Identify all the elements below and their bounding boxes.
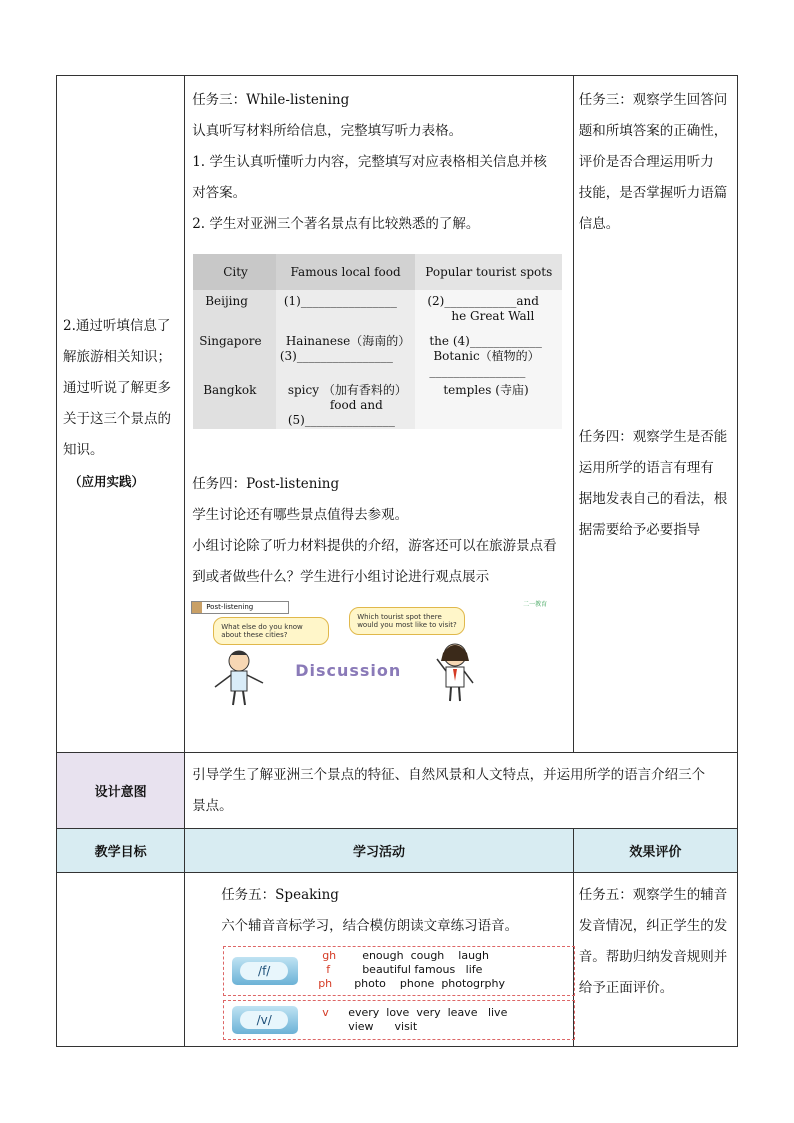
spots-cell bbox=[415, 379, 562, 429]
spots-line: (2)____________and bbox=[427, 294, 539, 308]
row-header bbox=[57, 829, 738, 873]
girl-figure-icon bbox=[427, 639, 483, 703]
food-line: Hainanese（海南的） bbox=[285, 334, 411, 348]
phonics-words: view visit bbox=[348, 1020, 418, 1033]
food-cell bbox=[276, 379, 416, 429]
eval5-line: 任务五：观察学生的辅音 bbox=[578, 887, 728, 903]
spots-line: temples (寺庙) bbox=[443, 383, 529, 397]
eval3-line: 任务三：观察学生回答问 bbox=[578, 92, 728, 108]
lesson-plan-page bbox=[56, 75, 738, 1047]
food-line: spicy （加有香料的） bbox=[287, 383, 407, 397]
lesson-plan-table bbox=[56, 75, 738, 1047]
task3-item2: 2. 学生对亚洲三个著名景点有比较熟悉的了解。 bbox=[192, 216, 480, 232]
spots-line: ________________ bbox=[429, 364, 526, 378]
phonics-letters: ph bbox=[318, 977, 333, 990]
phonics-letters: f bbox=[326, 963, 331, 976]
speaking-activity-cell bbox=[185, 873, 574, 1047]
phonics-row bbox=[322, 1020, 507, 1034]
spots-line: he Great Wall bbox=[451, 309, 535, 323]
eval5-line: 音。帮助归纳发音规则并 bbox=[578, 949, 728, 965]
eval4-line: 据需要给予必要指导 bbox=[578, 522, 701, 538]
phonics-row bbox=[322, 963, 505, 977]
objective-cell bbox=[57, 76, 185, 753]
phonics-words: enough cough laugh bbox=[362, 949, 489, 962]
city-cell: Beijing bbox=[193, 290, 276, 330]
eval5-line: 给予正面评价。 bbox=[578, 980, 674, 996]
discussion-word: Discussion bbox=[295, 661, 402, 680]
intent-line: 景点。 bbox=[192, 798, 233, 814]
task4-line: 到或者做些什么？学生进行小组讨论进行观点展示 bbox=[192, 569, 490, 585]
eval4-line: 运用所学的语言有理有 bbox=[578, 460, 714, 476]
worksheet-row bbox=[193, 379, 562, 429]
task3-item1: 1. 学生认真听懂听力内容，完整填写对应表格相关信息并核 bbox=[192, 154, 547, 170]
worksheet-header bbox=[193, 254, 562, 290]
task4-line: 小组讨论除了听力材料提供的介绍，游客还可以在旅游景点看 bbox=[192, 538, 557, 554]
row-speaking bbox=[57, 873, 738, 1047]
objective-line: 关于这三个景点的 bbox=[63, 411, 171, 427]
phonics-f-card bbox=[223, 946, 575, 996]
food-cell bbox=[276, 330, 416, 379]
phonics-symbol: /v/ bbox=[240, 1011, 288, 1029]
food-line: (3)________________ bbox=[279, 349, 393, 363]
logo-text: 二一教育 bbox=[523, 601, 548, 608]
header-city: City bbox=[193, 254, 276, 290]
eval3-line: 技能，是否掌握听力语篇 bbox=[578, 185, 728, 201]
phonics-row bbox=[322, 949, 505, 963]
header-objective: 教学目标 bbox=[57, 829, 185, 873]
phonics-row bbox=[318, 977, 506, 991]
header-spots: Popular tourist spots bbox=[415, 254, 562, 290]
spots-line: the (4)____________ bbox=[429, 334, 542, 348]
eval3-line: 信息。 bbox=[578, 216, 620, 232]
food-cell bbox=[276, 290, 416, 330]
food-line: food and bbox=[329, 398, 383, 412]
task5-title: 任务五：Speaking bbox=[221, 887, 339, 903]
intent-line: 引导学生了解亚洲三个景点的特征、自然风景和人文特点，并运用所学的语言介绍三个 bbox=[192, 767, 706, 783]
objective-line: 通过听说了解更多 bbox=[63, 380, 171, 396]
phonics-symbol-badge bbox=[232, 957, 298, 985]
objective-text bbox=[57, 76, 184, 497]
task5-intro: 六个辅音音标学习，结合模仿朗读文章练习语音。 bbox=[221, 918, 519, 934]
phonics-letters: gh bbox=[322, 949, 337, 962]
post-listening-bar bbox=[191, 601, 289, 614]
task4-title: 任务四：Post-listening bbox=[192, 476, 340, 492]
spots-line: Botanic（植物的） bbox=[433, 349, 540, 363]
phonics-row bbox=[322, 1006, 507, 1020]
activity-cell bbox=[185, 76, 574, 753]
header-activity: 学习活动 bbox=[185, 829, 574, 873]
design-intent-label: 设计意图 bbox=[57, 753, 185, 829]
task3-item1-cont: 对答案。 bbox=[192, 185, 247, 201]
city-cell: Singapore bbox=[193, 330, 276, 379]
task3-title: 任务三：While-listening bbox=[192, 92, 350, 108]
phonics-letters: v bbox=[322, 1006, 329, 1019]
phonics-symbol: /f/ bbox=[240, 962, 288, 980]
design-intent-text bbox=[185, 753, 738, 829]
task4-line: 学生讨论还有哪些景点值得去参观。 bbox=[192, 507, 409, 523]
header-evaluation: 效果评价 bbox=[573, 829, 737, 873]
row-design-intent bbox=[57, 753, 738, 829]
worksheet-row bbox=[193, 330, 562, 379]
food-line: (1)________________ bbox=[283, 294, 397, 308]
objective-cell-empty bbox=[57, 873, 185, 1047]
eval3-line: 题和所填答案的正确性， bbox=[578, 123, 728, 139]
phonics-v-rows bbox=[322, 1006, 507, 1034]
objective-tag: （应用实践） bbox=[69, 474, 145, 489]
task3-intro: 认真听写材料所给信息，完整填写听力表格。 bbox=[192, 123, 463, 139]
phonics-f-rows bbox=[318, 949, 506, 991]
eval4-line: 任务四：观察学生是否能 bbox=[578, 429, 728, 445]
phonics-words: photo phone photogrphy bbox=[354, 977, 506, 990]
objective-line: 解旅游相关知识； bbox=[63, 349, 171, 365]
speech-bubble-left: What else do you know about these cities? bbox=[213, 617, 329, 645]
phonics-v-card bbox=[223, 1000, 575, 1040]
spots-cell bbox=[415, 330, 562, 379]
eval5-line: 发音情况，纠正学生的发 bbox=[578, 918, 728, 934]
post-listening-label: Post-listening bbox=[206, 603, 254, 611]
discussion-illustration bbox=[191, 599, 551, 709]
eval3-line: 评价是否合理运用听力 bbox=[578, 154, 714, 170]
objective-line: 2.通过听填信息了 bbox=[63, 318, 171, 334]
objective-line: 知识。 bbox=[63, 442, 104, 458]
spots-cell bbox=[415, 290, 562, 330]
boy-figure-icon bbox=[209, 647, 269, 707]
speaking-evaluation-cell bbox=[573, 873, 737, 1047]
eval4-line: 据地发表自己的看法，根 bbox=[578, 491, 728, 507]
phonics-symbol-badge bbox=[232, 1006, 298, 1034]
food-line: (5)_______________ bbox=[287, 413, 395, 427]
row-listening bbox=[57, 76, 738, 753]
evaluation-cell bbox=[573, 76, 737, 753]
speech-bubble-right: Which tourist spot there would you most like to visit? bbox=[349, 607, 465, 635]
header-food: Famous local food bbox=[276, 254, 416, 290]
worksheet-row bbox=[193, 290, 562, 330]
phonics-words: every love very leave live bbox=[348, 1006, 508, 1019]
city-cell: Bangkok bbox=[193, 379, 276, 429]
phonics-words: beautiful famous life bbox=[362, 963, 483, 976]
listening-worksheet bbox=[193, 254, 562, 429]
folder-icon bbox=[192, 602, 202, 613]
